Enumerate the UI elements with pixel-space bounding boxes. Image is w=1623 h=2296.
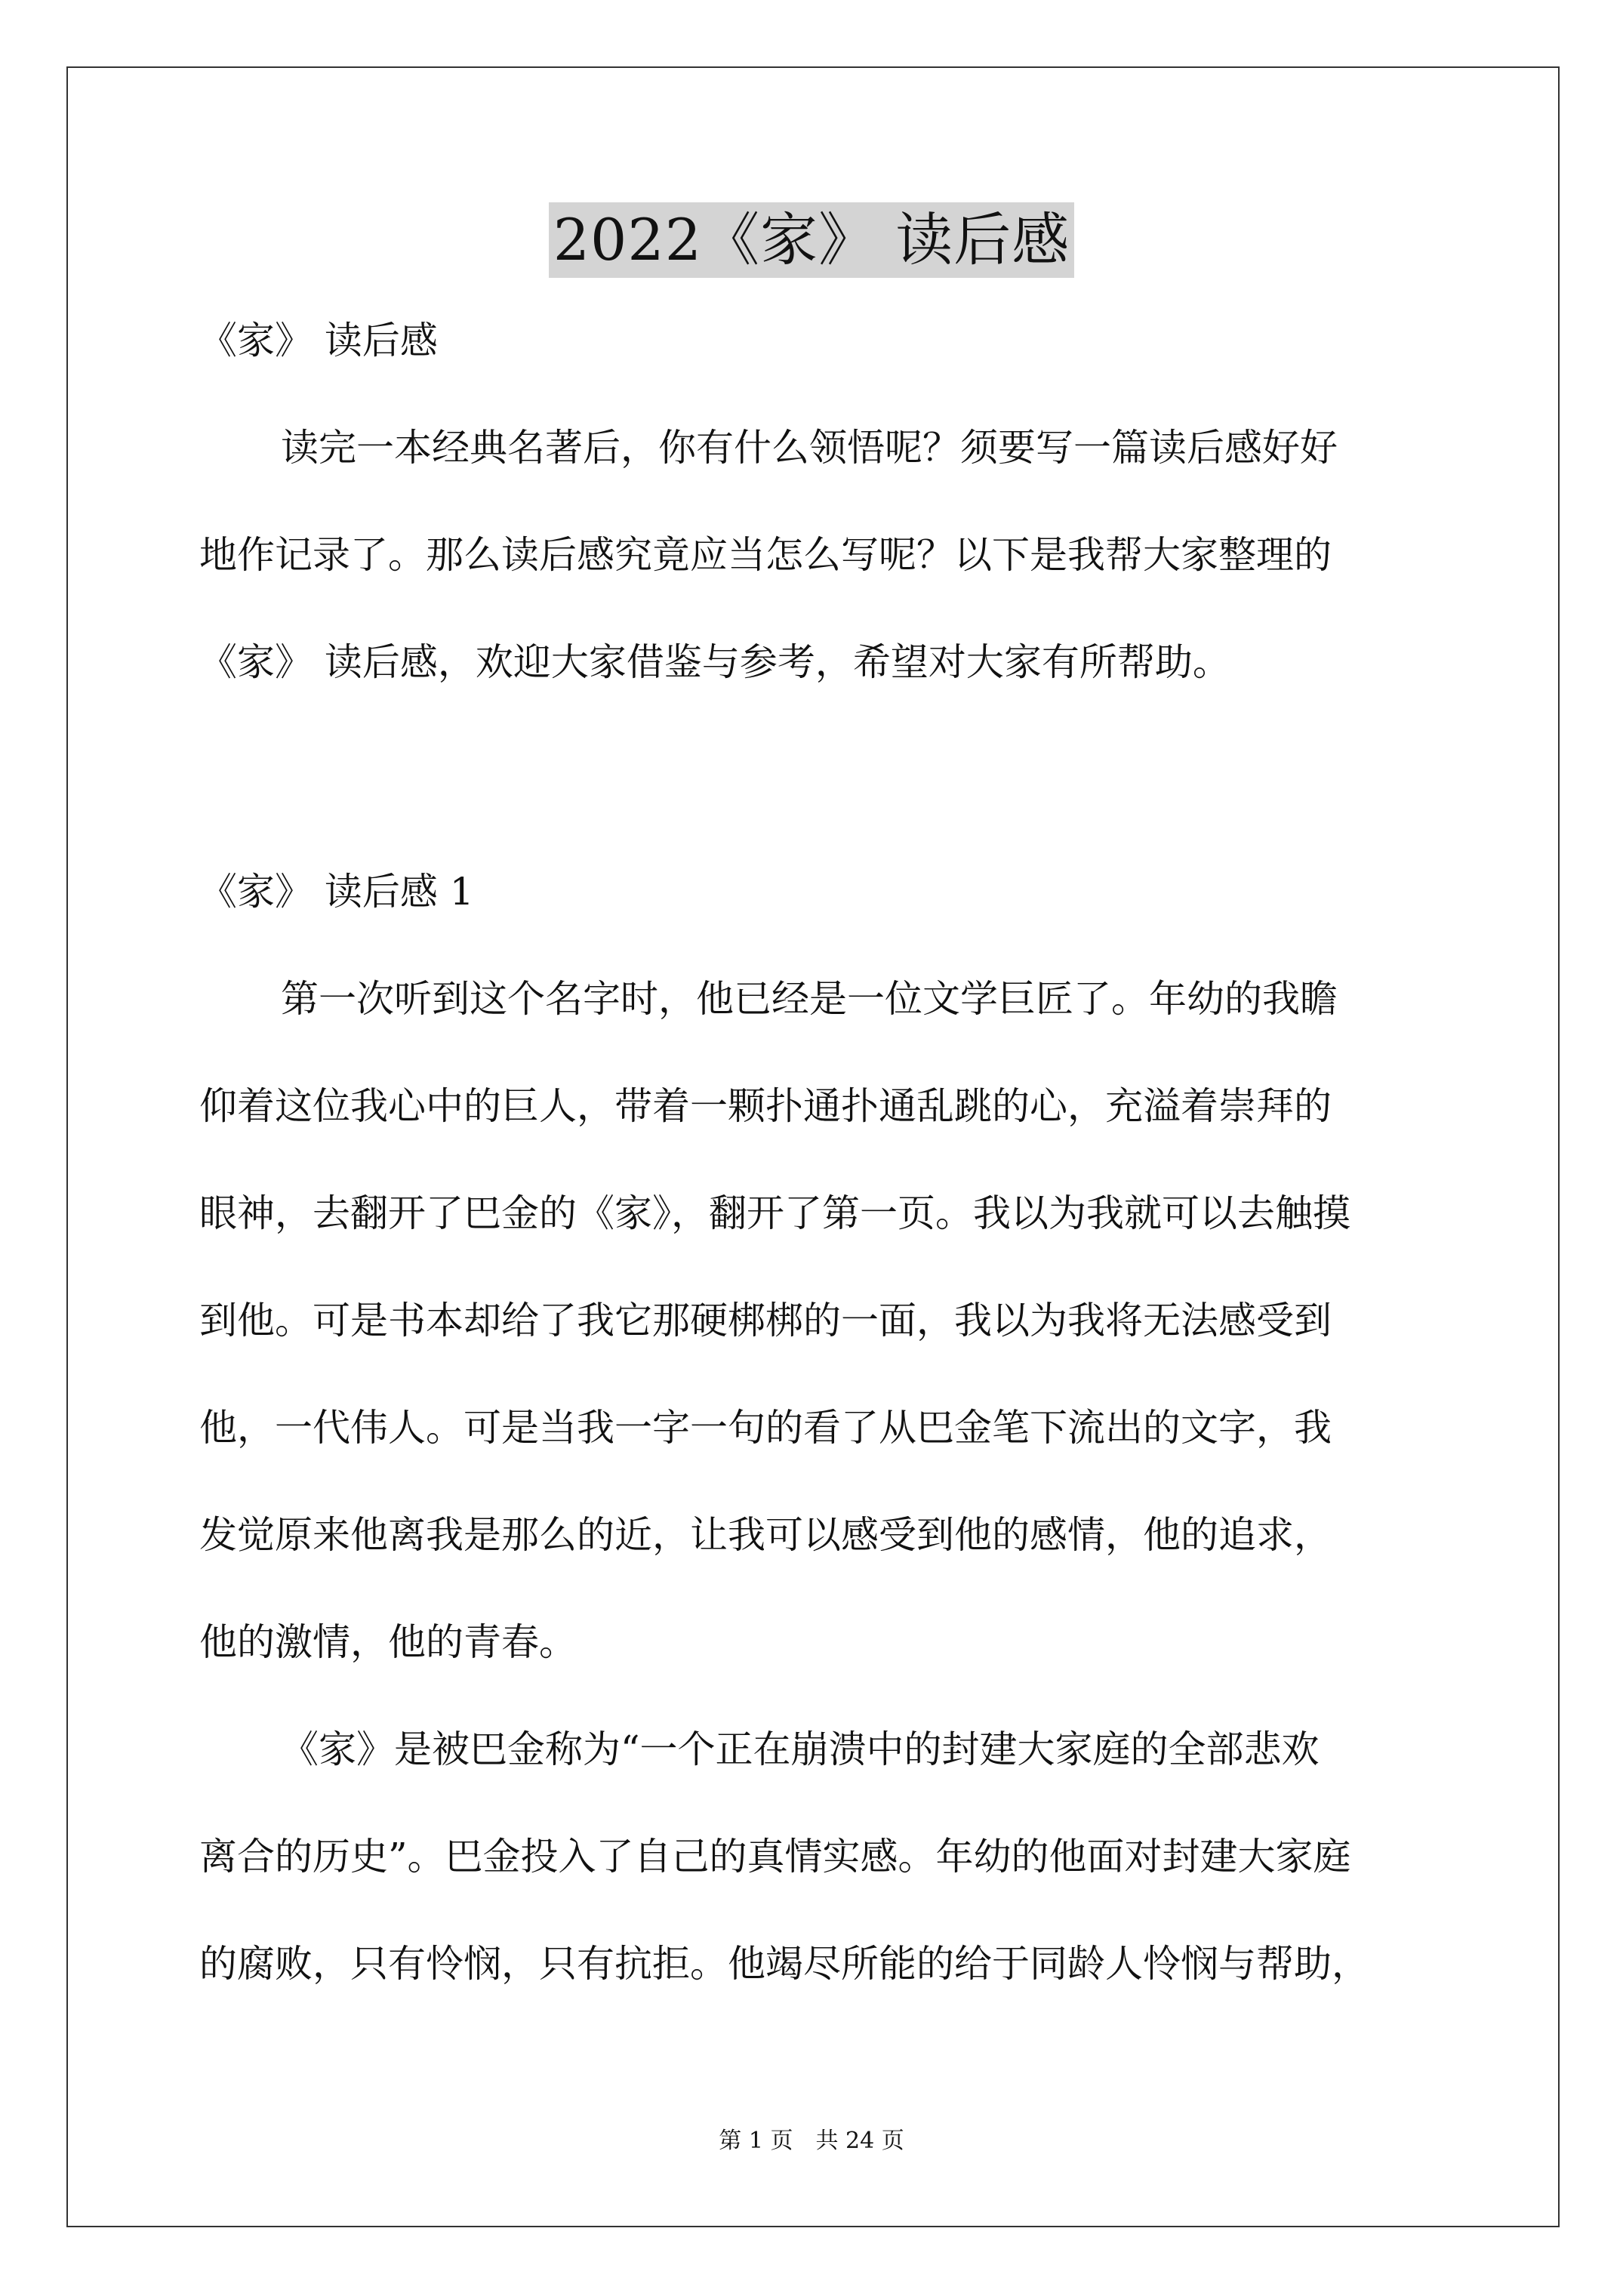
- title-wrap: [0, 202, 1623, 278]
- paragraph-line: 仰着这位我心中的巨人，带着一颗扑通扑通乱跳的心，充溢着崇拜的: [199, 1084, 1332, 1128]
- intro-line: 读完一本经典名著后，你有什么领悟呢？须要写一篇读后感好好: [281, 426, 1338, 470]
- paragraph-line: 眼神，去翻开了巴金的《家》，翻开了第一页。我以为我就可以去触摸: [199, 1191, 1350, 1235]
- paragraph-line: 他的激情，他的青春。: [199, 1620, 577, 1664]
- section-heading: 《家》 读后感 1: [199, 870, 474, 914]
- subtitle: 《家》 读后感: [199, 319, 438, 362]
- paragraph-line: 发觉原来他离我是那么的近，让我可以感受到他的感情，他的追求，: [199, 1513, 1332, 1557]
- page-footer: 第 1 页 共 24 页: [719, 2128, 904, 2154]
- paragraph-line: 的腐败，只有怜悯，只有抗拒。他竭尽所能的给于同龄人怜悯与帮助，: [199, 1942, 1369, 1986]
- page-border: [66, 66, 1560, 2227]
- paragraph-line: 离合的历史”。巴金投入了自己的真情实感。年幼的他面对封建大家庭: [199, 1835, 1351, 1878]
- paragraph-line: 第一次听到这个名字时，他已经是一位文学巨匠了。年幼的我瞻: [281, 977, 1338, 1021]
- paragraph-line: 到他。可是书本却给了我它那硬梆梆的一面，我以为我将无法感受到: [199, 1299, 1332, 1342]
- paragraph-line: 《家》是被巴金称为“一个正在崩溃中的封建大家庭的全部悲欢: [281, 1727, 1320, 1771]
- paragraph-line: 他，一代伟人。可是当我一字一句的看了从巴金笔下流出的文字，我: [199, 1406, 1332, 1450]
- document-title: 2022《家》 读后感: [549, 202, 1075, 278]
- intro-line: 《家》 读后感，欢迎大家借鉴与参考，希望对大家有所帮助。: [199, 640, 1230, 684]
- intro-line: 地作记录了。那么读后感究竟应当怎么写呢？以下是我帮大家整理的: [199, 533, 1332, 577]
